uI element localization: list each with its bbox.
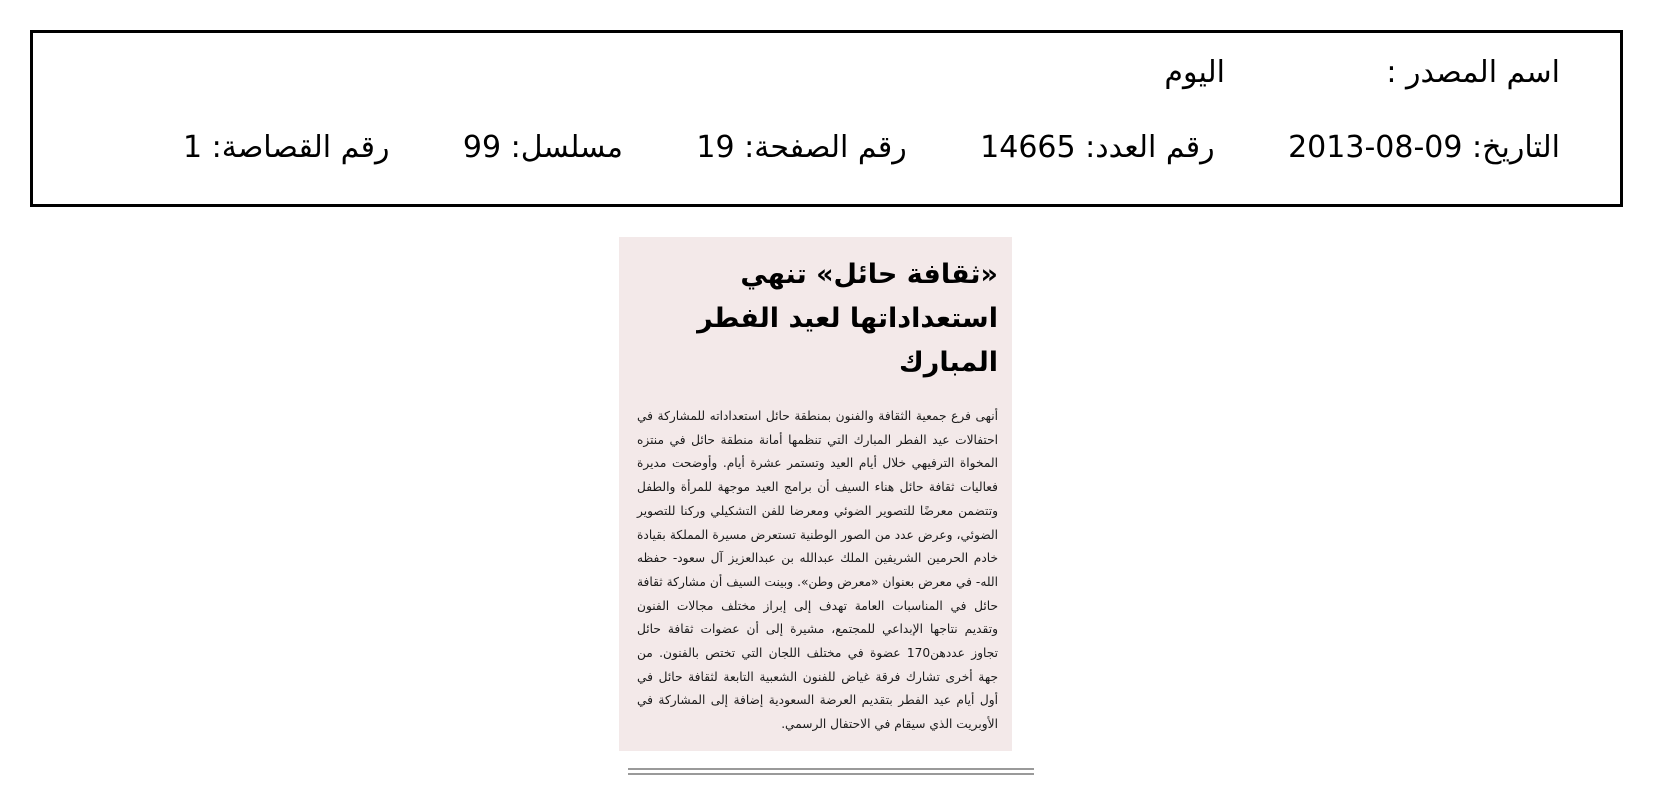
clipping-divider-bottom [628, 773, 1034, 775]
issue-number-field: رقم العدد: 14665 [980, 130, 1215, 165]
headline-line-1: «ثقافة حائل» تنهي [740, 259, 998, 290]
newspaper-clipping [619, 237, 1012, 751]
date-field: التاريخ: 09-08-2013 [1288, 130, 1560, 165]
clipping-divider-top [628, 768, 1034, 770]
metadata-row [183, 128, 1560, 168]
serial-field: مسلسل: 99 [462, 130, 623, 165]
source-value: اليوم [1164, 55, 1225, 90]
source-info-box [30, 30, 1623, 207]
page-number-field: رقم الصفحة: 19 [696, 130, 907, 165]
clipping-number-field: رقم القصاصة: 1 [183, 130, 390, 165]
source-label: اسم المصدر : [1386, 55, 1560, 90]
article-body: أنهى فرع جمعية الثقافة والفنون بمنطقة حائل استعداداته للمشاركة في احتفالات عيد الفطر المبارك التي تنظمها أمانة منطقة حائل في منتزه المخواة الترفيهي خلال أيام العيد وتستمر عشرة أيام. وأوضحت مديرة فعاليات ثقافة حائل هناء السيف أن برامج العيد موجهة للمرأة والطفل وتتضمن معرضًا للتصوير الضوئي ومعرضا للفن التشكيلي وركنا للتصوير الضوئي، وعرض عدد من الصور الوطنية تستعرض مسيرة المملكة بقيادة خادم الحرمين الشريفين الملك عبدالله بن عبدالعزيز آل سعود- حفظه الله- في معرض بعنوان «معرض وطن». وبينت السيف أن مشاركة ثقافة حائل في المناسبات العامة تهدف إلى إبراز مختلف مجالات الفنون وتقديم نتاجها الإبداعي للمجتمع، مشيرة إلى أن عضوات ثقافة حائل تجاوز عددهن170 عضوة في مختلف اللجان التي تختص بالفنون. من جهة أخرى تشارك فرقة غياض للفنون الشعبية التابعة لثقافة حائل في أول أيام عيد الفطر بتقديم العرضة السعودية إضافة إلى المشاركة في الأوبريت الذي سيقام في الاحتفال الرسمي. [637, 409, 999, 732]
article-headline [637, 253, 998, 385]
headline-line-2: استعداداتها لعيد الفطر المبارك [697, 303, 998, 378]
